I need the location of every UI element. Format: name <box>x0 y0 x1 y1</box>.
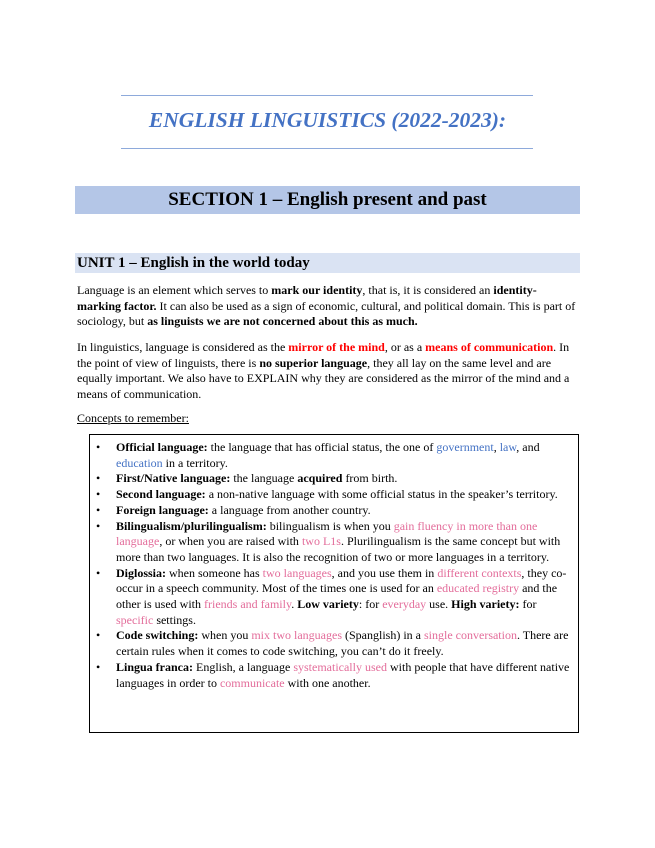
section-heading: SECTION 1 – English present and past <box>75 186 580 214</box>
concept-code-switching: • Code switching: when you mix two languages (Spanglish) in a single conversation. There are certain rules when it comes to code switching, you can’t do it freely. <box>116 628 572 659</box>
concepts-box <box>89 434 579 733</box>
concept-foreign-language: • Foreign language: a language from another country. <box>116 503 572 519</box>
concepts-list <box>90 435 578 691</box>
title-bottom-rule <box>121 148 533 149</box>
unit-heading: UNIT 1 – English in the world today <box>75 253 580 273</box>
paragraph-mirror-of-mind: In linguistics, language is considered as the mirror of the mind, or as a means of communication. In the point of view of linguists, there is no superior language, they all lay on the same level and are equally important. We also have to EXPLAIN why they are considered as the mirror of the mind and a means of communication. <box>77 340 570 401</box>
document-title: ENGLISH LINGUISTICS (2022-2023): <box>148 108 507 132</box>
concept-diglossia: • Diglossia: when someone has two languages, and you use them in different contexts, they co-occur in a speech community. Most of the times one is used for an educated registry and the other is used with friends and family. Low variety: for everyday use. High variety: for specific settings. <box>116 566 572 629</box>
concept-second-language: • Second language: a non-native language with some official status in the speaker’s territory. <box>116 487 572 503</box>
concept-official-language: • Official language: the language that has official status, the one of government, law, and education in a territory. <box>116 440 572 471</box>
concepts-label: Concepts to remember: <box>77 411 189 425</box>
concept-lingua-franca: • Lingua franca: English, a language systematically used with people that have different native languages in order to communicate with one another. <box>116 660 572 691</box>
paragraph-identity: Language is an element which serves to mark our identity, that is, it is considered an identity-marking factor. It can also be used as a sign of economic, cultural, and political domain. This is part of sociology, but as linguists we are not concerned about this as much. <box>77 283 576 328</box>
concept-native-language: • First/Native language: the language acquired from birth. <box>116 471 572 487</box>
title-top-rule <box>121 95 533 96</box>
concept-bilingualism: • Bilingualism/plurilingualism: bilingualism is when you gain fluency in more than one language, or when you are raised with two L1s. Plurilingualism is the same concept but with more than two languages. It is also the recognition of two or more languages in a territory. <box>116 519 572 566</box>
